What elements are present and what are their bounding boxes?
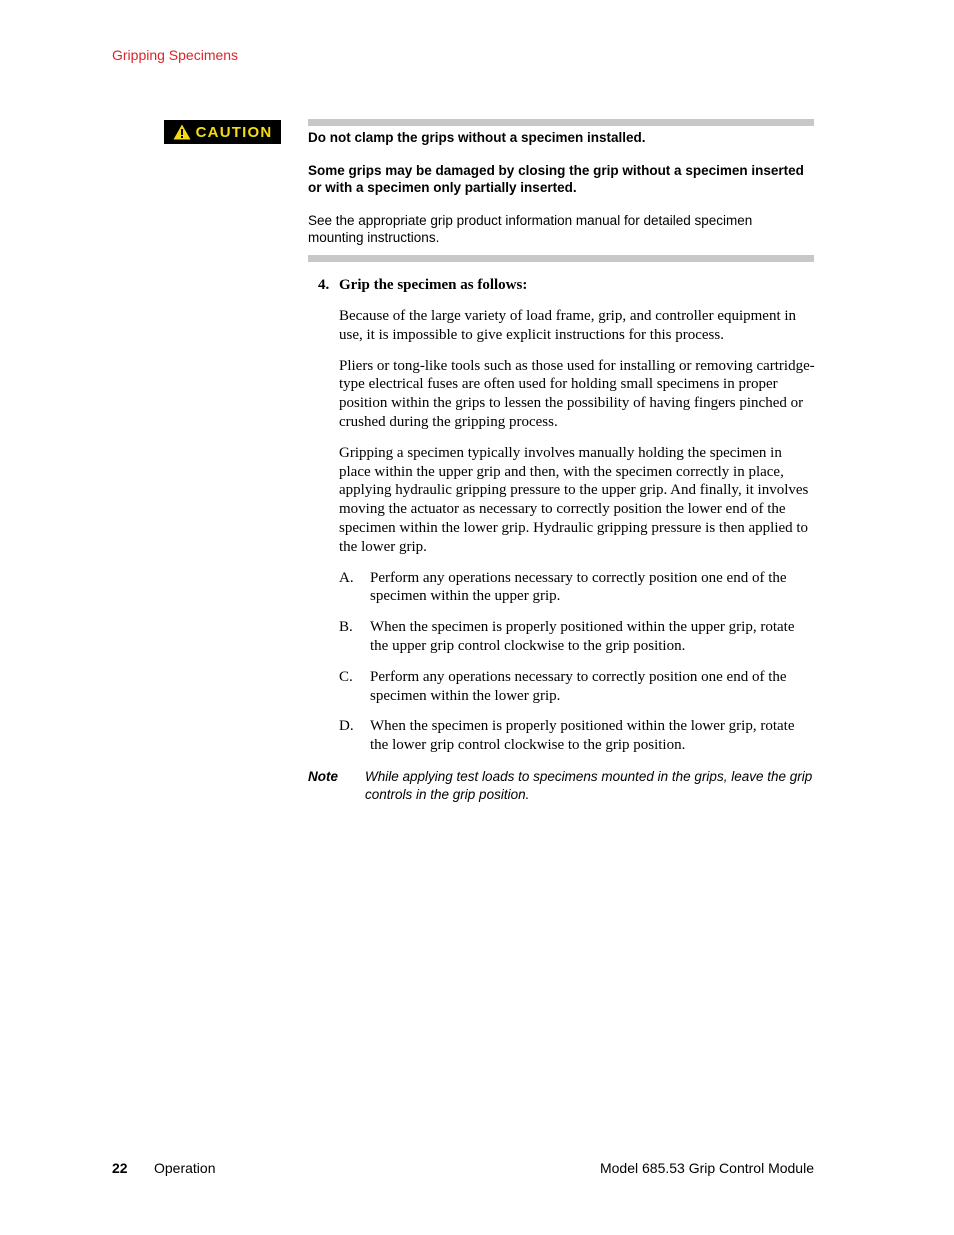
caution-info: See the appropriate grip product information manual for detailed specimen mounting instructions. (308, 213, 753, 245)
substep-letter: B. (339, 619, 353, 636)
substep-letter: D. (339, 718, 354, 735)
caution-lead: Do not clamp the grips without a specimen installed. (308, 130, 646, 145)
step-paragraph: Gripping a specimen typically involves manually holding the specimen in place within the upper grip and then, with the specimen correctly in place, applying hydraulic gripping pressure to the upper grip. And finally, it involves moving the actuator as necessary to correctly position the lower end of the specimen within the lower grip. Hydraulic gripping pressure is then applied to the lower grip. (339, 444, 809, 555)
caution-body (308, 129, 808, 262)
page-number: 22 (112, 1160, 128, 1176)
step-number: 4. (318, 277, 330, 293)
step-content (339, 307, 815, 767)
footer-chapter: Operation (154, 1160, 216, 1176)
footer-product: Model 685.53 Grip Control Module (599, 1160, 814, 1176)
substep-letter: C. (339, 668, 353, 685)
caution-bottom-rule (308, 255, 814, 262)
section-header: Gripping Specimens (112, 47, 239, 63)
step-title: Grip the specimen as follows: (339, 277, 528, 293)
caution-top-rule (308, 119, 814, 126)
substep-letter: A. (339, 569, 354, 586)
caution-badge (164, 120, 281, 144)
note-text: While applying test loads to specimens mounted in the grips, leave the grip controls in the grip position. (365, 769, 813, 802)
step-heading (318, 276, 814, 295)
substep-text: When the specimen is properly positioned within the upper grip, rotate the upper grip control clockwise to the grip position. (370, 619, 795, 654)
substep-text: When the specimen is properly positioned within the lower grip, rotate the lower grip control clockwise to the grip position. (370, 718, 795, 754)
caution-detail: Some grips may be damaged by closing the grip without a specimen inserted or with a specimen only partially inserted. (308, 163, 804, 195)
substep-b (339, 618, 815, 656)
caution-label: CAUTION (195, 123, 273, 141)
step-paragraph: Because of the large variety of load frame, grip, and controller equipment in use, it is impossible to give explicit instructions for this process. (339, 308, 797, 343)
substep-text: Perform any operations necessary to correctly position one end of the specimen within the upper grip. (370, 569, 787, 605)
substep-a (339, 569, 815, 607)
substep-text: Perform any operations necessary to correctly position one end of the specimen within the lower grip. (370, 668, 787, 704)
note-label: Note (308, 769, 338, 784)
substep-d (339, 717, 815, 755)
step-paragraph: Pliers or tong-like tools such as those used for installing or removing cartridge-type electrical fuses are often used for holding small specimens in proper position within the grips to lessen the possibility of having fingers pinched or crushed during the gripping process. (339, 357, 815, 430)
note (308, 768, 814, 804)
substep-c (339, 668, 815, 706)
warning-triangle-icon (173, 124, 191, 140)
